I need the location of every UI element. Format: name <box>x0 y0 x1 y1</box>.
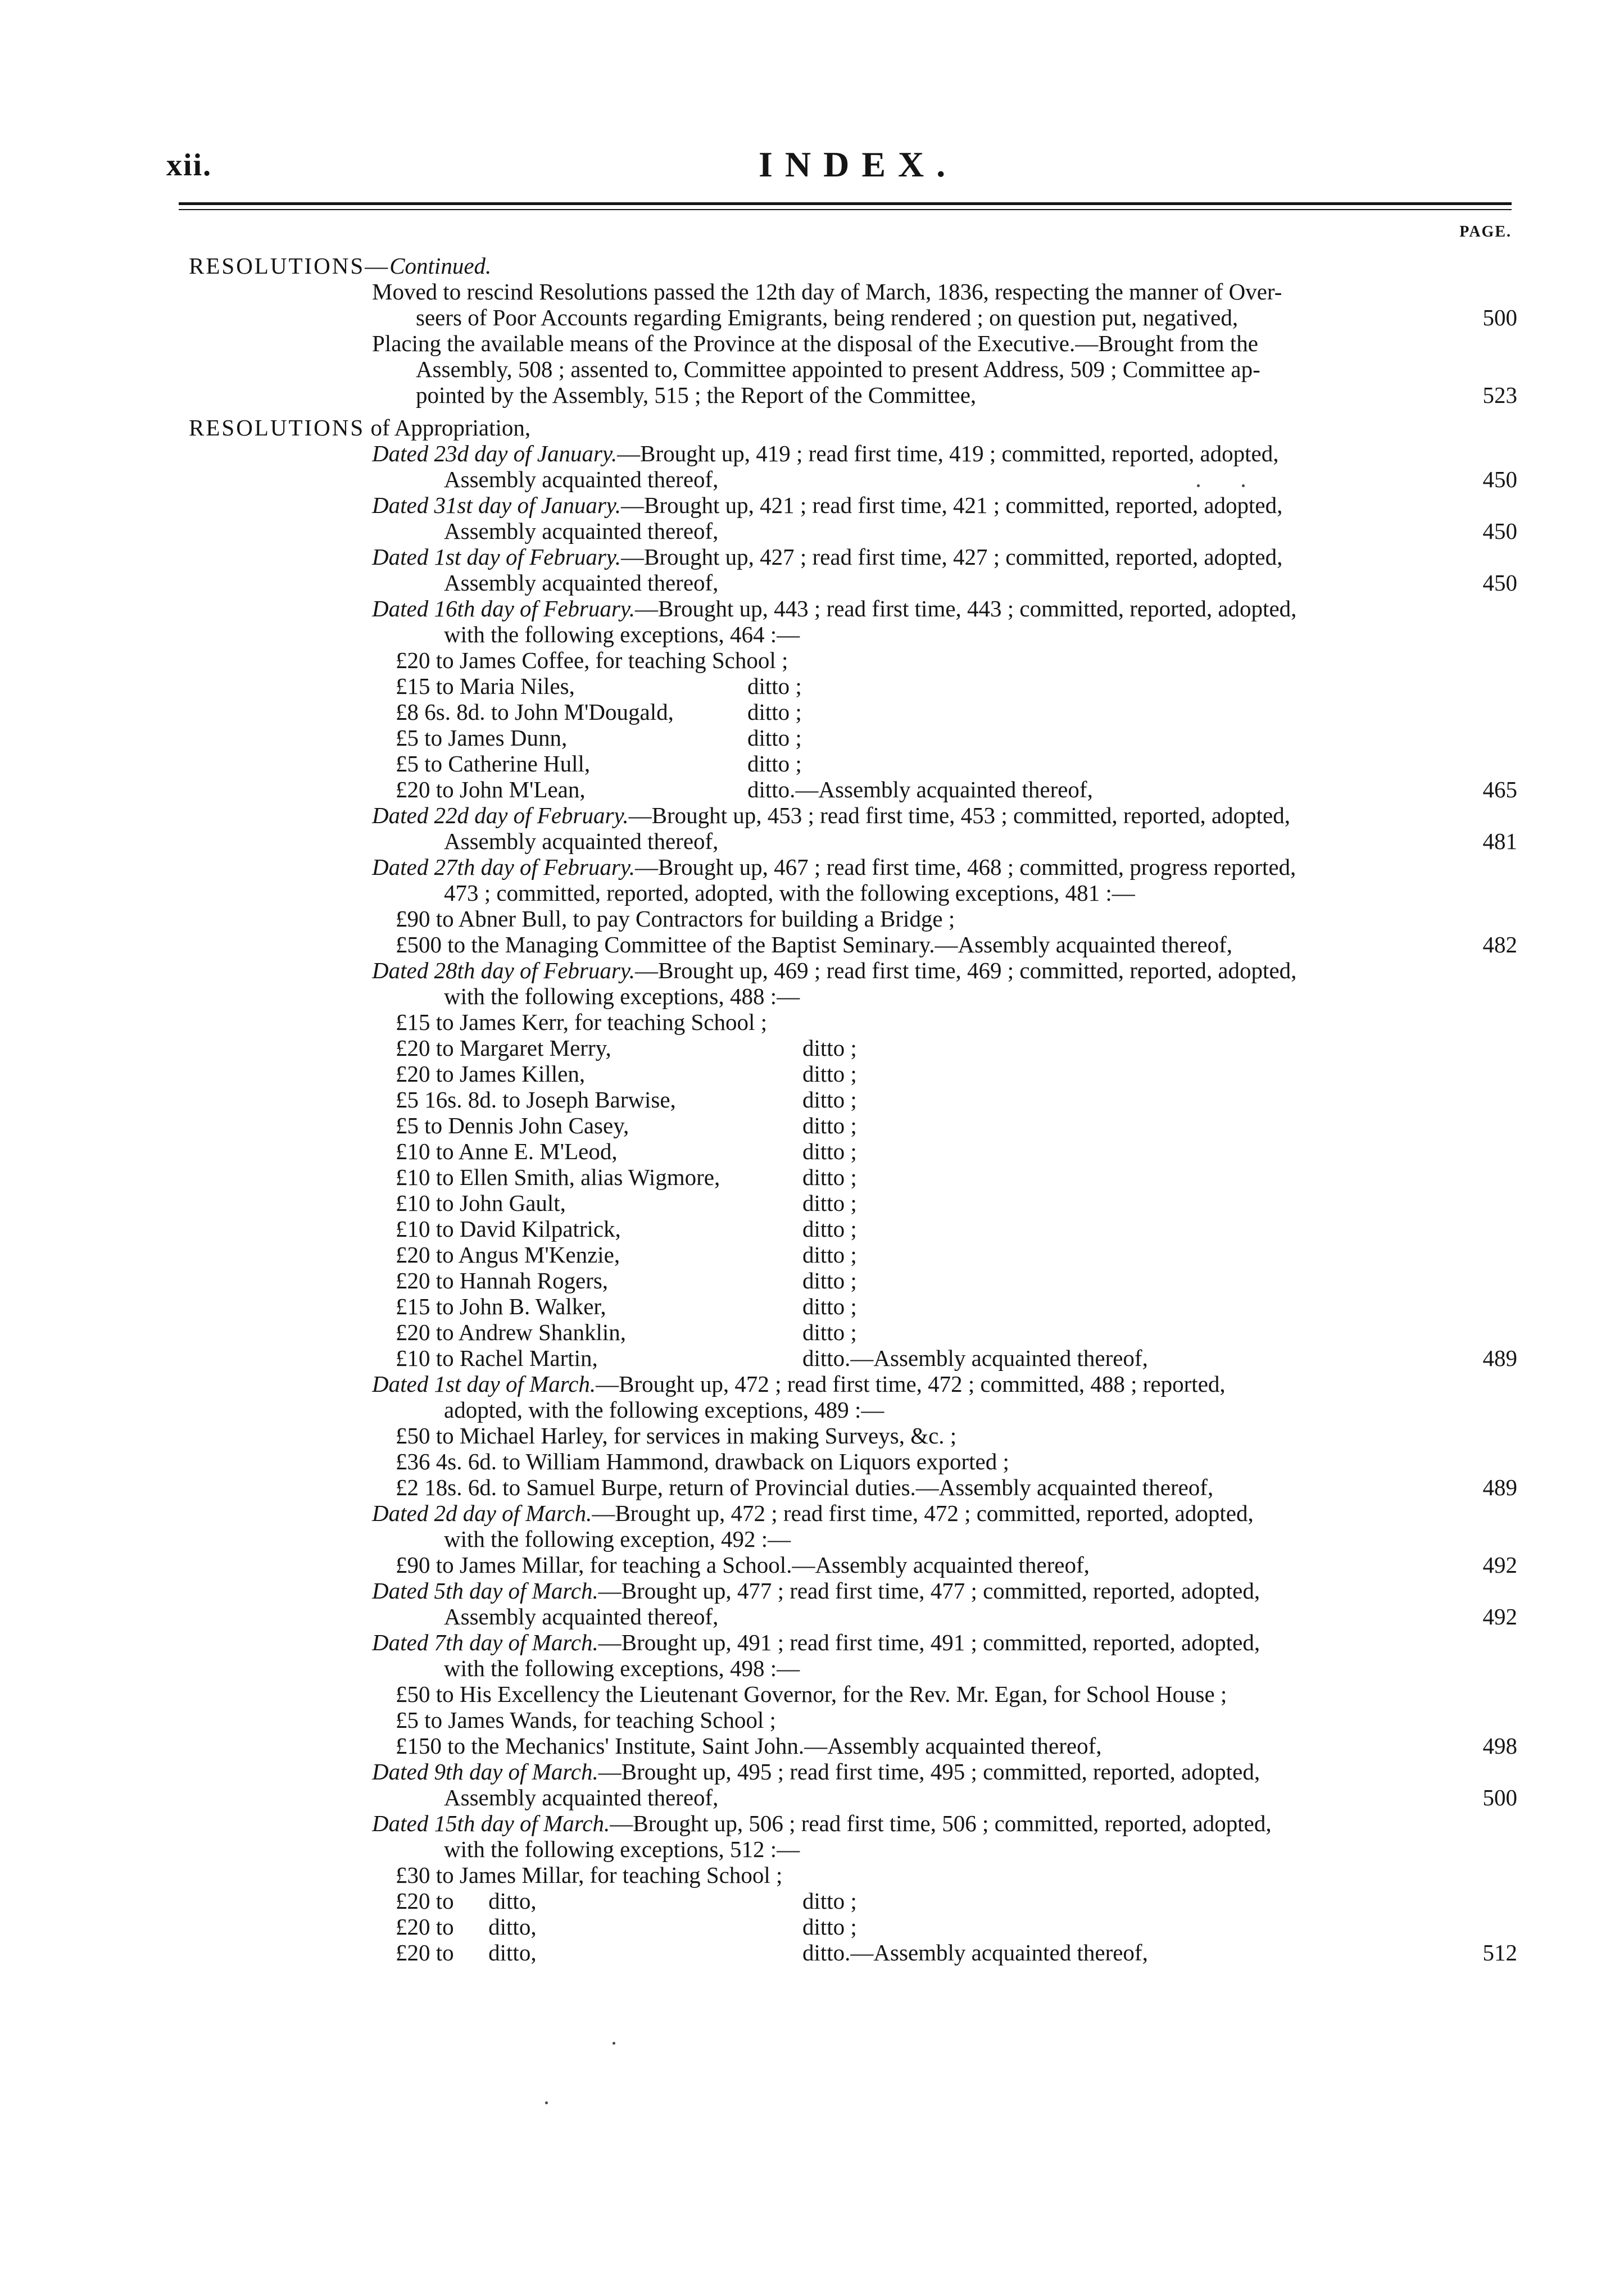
entry-line: with the following exceptions, 512 :— <box>444 1836 800 1862</box>
entry-text: —Brought up, 467 ; read first time, 468 ; committed, progress reported, <box>635 854 1296 880</box>
page-reference: 465 <box>1482 777 1517 802</box>
entry-date: Dated 22d day of February. <box>372 802 629 828</box>
section-heading-suffix: of Appropriation, <box>365 415 531 441</box>
page-reference: 512 <box>1482 1940 1517 1965</box>
entry-date: Dated 28th day of February. <box>372 957 636 983</box>
page-reference: 492 <box>1482 1552 1517 1578</box>
entry-text: —Brought up, 506 ; read first time, 506 ; committed, reported, adopted, <box>610 1810 1272 1836</box>
section-heading <box>189 415 530 441</box>
entry-line <box>372 1578 1260 1604</box>
stray-mark <box>613 2042 615 2045</box>
section-heading-suffix: Continued. <box>389 253 492 279</box>
entry-line: seers of Poor Accounts regarding Emigrants, being rendered ; on question put, negatived, <box>416 305 1239 330</box>
page-reference: 450 <box>1482 466 1517 492</box>
page-reference: 500 <box>1482 1785 1517 1810</box>
entry-text: —Brought up, 453 ; read first time, 453 ; committed, reported, adopted, <box>628 802 1291 828</box>
page-reference: 450 <box>1482 570 1517 596</box>
grant-ditto: ditto ; <box>747 699 802 725</box>
entry-date: Dated 7th day of March. <box>372 1629 598 1655</box>
grant-ditto: ditto ; <box>802 1087 857 1113</box>
entry-date: Dated 31st day of January. <box>372 492 621 518</box>
grant-line: £20 to James Coffee, for teaching School ; <box>396 647 788 673</box>
grant-line: £15 to John B. Walker, <box>396 1293 606 1319</box>
grant-line: £36 4s. 6d. to William Hammond, drawback on Liquors exported ; <box>396 1449 1009 1474</box>
entry-line: Assembly acquainted thereof, <box>444 466 719 492</box>
page-title: INDEX. <box>759 144 958 184</box>
grant-line: £20 to ditto, <box>396 1940 537 1965</box>
grant-ditto: ditto ; <box>802 1061 857 1087</box>
entry-line <box>372 1759 1260 1785</box>
grant-ditto: ditto ; <box>747 673 802 699</box>
section-heading-title: RESOLUTIONS— <box>189 253 390 279</box>
entry-line <box>372 492 1282 518</box>
grant-line: £2 18s. 6d. to Samuel Burpe, return of Provincial duties.—Assembly acquainted thereof, <box>396 1474 1214 1500</box>
grant-line: £5 to James Wands, for teaching School ; <box>396 1707 776 1733</box>
entry-text: —Brought up, 477 ; read first time, 477 ; committed, reported, adopted, <box>598 1578 1260 1604</box>
entry-date: Dated 1st day of February. <box>372 544 621 570</box>
page-number: xii. <box>166 148 212 183</box>
grant-line: £10 to Rachel Martin, <box>396 1345 598 1371</box>
grant-ditto: ditto ; <box>802 1035 857 1061</box>
page-reference: 492 <box>1482 1604 1517 1629</box>
entry-line: adopted, with the following exceptions, 489 :— <box>444 1397 884 1423</box>
stray-mark <box>545 2101 548 2104</box>
entry-date: Dated 16th day of February. <box>372 596 636 621</box>
page-reference: 450 <box>1482 518 1517 544</box>
grant-line: £90 to James Millar, for teaching a School.—Assembly acquainted thereof, <box>396 1552 1090 1578</box>
grant-line: £20 to James Killen, <box>396 1061 586 1087</box>
grant-ditto: ditto ; <box>802 1164 857 1190</box>
entry-line <box>372 441 1279 466</box>
entry-line <box>372 1629 1260 1655</box>
page-column-label: PAGE. <box>1459 223 1512 240</box>
grant-ditto: ditto ; <box>802 1242 857 1268</box>
grant-line: £150 to the Mechanics' Institute, Saint John.—Assembly acquainted thereof, <box>396 1733 1102 1759</box>
grant-line: £10 to Ellen Smith, alias Wigmore, <box>396 1164 720 1190</box>
entry-line: with the following exception, 492 :— <box>444 1526 791 1552</box>
grant-line: £30 to James Millar, for teaching School ; <box>396 1862 783 1888</box>
page-reference: 498 <box>1482 1733 1517 1759</box>
entry-line <box>372 854 1296 880</box>
entry-line: with the following exceptions, 464 :— <box>444 621 800 647</box>
grant-line: £15 to James Kerr, for teaching School ; <box>396 1009 768 1035</box>
grant-ditto: ditto.—Assembly acquainted thereof, <box>802 1940 1148 1965</box>
grant-ditto: ditto.—Assembly acquainted thereof, <box>747 777 1093 802</box>
grant-ditto: ditto ; <box>747 725 802 751</box>
entry-text: —Brought up, 419 ; read first time, 419 ; committed, reported, adopted, <box>617 441 1279 466</box>
grant-ditto: ditto ; <box>802 1268 857 1293</box>
page-reference: 489 <box>1482 1474 1517 1500</box>
page-reference: 500 <box>1482 305 1517 330</box>
grant-line: £20 to ditto, <box>396 1888 537 1914</box>
grant-line: £10 to John Gault, <box>396 1190 566 1216</box>
entry-text: —Brought up, 472 ; read first time, 472 ; committed, 488 ; reported, <box>596 1371 1226 1397</box>
page-reference: 482 <box>1482 932 1517 957</box>
entry-date: Dated 1st day of March. <box>372 1371 596 1397</box>
page-reference: 481 <box>1482 828 1517 854</box>
grant-ditto: ditto ; <box>802 1190 857 1216</box>
grant-line: £5 to Dennis John Casey, <box>396 1113 629 1138</box>
grant-ditto: ditto ; <box>802 1216 857 1242</box>
grant-line: £5 to Catherine Hull, <box>396 751 591 777</box>
grant-line: £20 to ditto, <box>396 1914 537 1940</box>
entry-date: Dated 27th day of February. <box>372 854 636 880</box>
page-reference: 523 <box>1482 382 1517 408</box>
entry-line <box>372 957 1296 983</box>
entry-text: —Brought up, 495 ; read first time, 495 ; committed, reported, adopted, <box>598 1759 1260 1785</box>
grant-ditto: ditto ; <box>802 1293 857 1319</box>
grant-ditto: ditto ; <box>747 751 802 777</box>
entry-line: Assembly acquainted thereof, <box>444 828 719 854</box>
section-heading-title: RESOLUTIONS <box>189 415 365 441</box>
entry-line: Assembly acquainted thereof, <box>444 570 719 596</box>
grant-line: £50 to His Excellency the Lieutenant Governor, for the Rev. Mr. Egan, for School House ; <box>396 1681 1227 1707</box>
grant-line: £20 to Hannah Rogers, <box>396 1268 609 1293</box>
grant-ditto: ditto ; <box>802 1319 857 1345</box>
entry-line <box>372 1810 1272 1836</box>
grant-ditto: ditto ; <box>802 1888 857 1914</box>
grant-ditto: ditto.—Assembly acquainted thereof, <box>802 1345 1148 1371</box>
section-heading <box>189 253 491 279</box>
grant-line: £8 6s. 8d. to John M'Dougald, <box>396 699 674 725</box>
entry-text: —Brought up, 443 ; read first time, 443 ; committed, reported, adopted, <box>635 596 1297 621</box>
entry-text: —Brought up, 472 ; read first time, 472 ; committed, reported, adopted, <box>592 1500 1254 1526</box>
grant-line: £20 to Margaret Merry, <box>396 1035 611 1061</box>
entry-date: Dated 15th day of March. <box>372 1810 610 1836</box>
grant-line: £50 to Michael Harley, for services in making Surveys, &c. ; <box>396 1423 957 1449</box>
entry-date: Dated 5th day of March. <box>372 1578 598 1604</box>
grant-line: £500 to the Managing Committee of the Baptist Seminary.—Assembly acquainted thereof, <box>396 932 1232 957</box>
entry-date: Dated 9th day of March. <box>372 1759 598 1785</box>
entry-line: Assembly acquainted thereof, <box>444 518 719 544</box>
entry-line: Assembly acquainted thereof, <box>444 1785 719 1810</box>
entry-line: 473 ; committed, reported, adopted, with the following exceptions, 481 :— <box>444 880 1135 906</box>
grant-line: £90 to Abner Bull, to pay Contractors for building a Bridge ; <box>396 906 955 932</box>
entry-line: Assembly, 508 ; assented to, Committee appointed to present Address, 509 ; Committee ap- <box>416 356 1260 382</box>
grant-ditto: ditto ; <box>802 1914 857 1940</box>
entry-line: Assembly acquainted thereof, <box>444 1604 719 1629</box>
entry-line <box>372 1371 1226 1397</box>
entry-text: —Brought up, 469 ; read first time, 469 ; committed, reported, adopted, <box>635 957 1297 983</box>
grant-line: £10 to David Kilpatrick, <box>396 1216 621 1242</box>
entry-date: Dated 2d day of March. <box>372 1500 592 1526</box>
entry-line <box>372 802 1290 828</box>
entry-line: Placing the available means of the Province at the disposal of the Executive.—Brought from the <box>372 330 1258 356</box>
grant-line: £20 to Angus M'Kenzie, <box>396 1242 620 1268</box>
entry-line <box>372 1500 1254 1526</box>
grant-line: £20 to John M'Lean, <box>396 777 586 802</box>
grant-ditto: ditto ; <box>802 1113 857 1138</box>
entry-text: —Brought up, 421 ; read first time, 421 ; committed, reported, adopted, <box>620 492 1283 518</box>
entry-line: with the following exceptions, 498 :— <box>444 1655 800 1681</box>
grant-line: £10 to Anne E. M'Leod, <box>396 1138 618 1164</box>
entry-line <box>372 596 1296 621</box>
entry-line: with the following exceptions, 488 :— <box>444 983 800 1009</box>
grant-line: £5 to James Dunn, <box>396 725 568 751</box>
entry-line <box>372 544 1282 570</box>
stray-mark <box>1242 484 1245 487</box>
entry-line: Moved to rescind Resolutions passed the 12th day of March, 1836, respecting the manner of Over- <box>372 279 1282 305</box>
grant-ditto: ditto ; <box>802 1138 857 1164</box>
entry-text: —Brought up, 427 ; read first time, 427 ; committed, reported, adopted, <box>620 544 1283 570</box>
entry-date: Dated 23d day of January. <box>372 441 618 466</box>
entry-line: pointed by the Assembly, 515 ; the Report of the Committee, <box>416 382 977 408</box>
entry-text: —Brought up, 491 ; read first time, 491 ; committed, reported, adopted, <box>598 1629 1260 1655</box>
page-reference: 489 <box>1482 1345 1517 1371</box>
stray-mark <box>1197 484 1200 487</box>
grant-line: £15 to Maria Niles, <box>396 673 575 699</box>
grant-line: £5 16s. 8d. to Joseph Barwise, <box>396 1087 676 1113</box>
grant-line: £20 to Andrew Shanklin, <box>396 1319 626 1345</box>
